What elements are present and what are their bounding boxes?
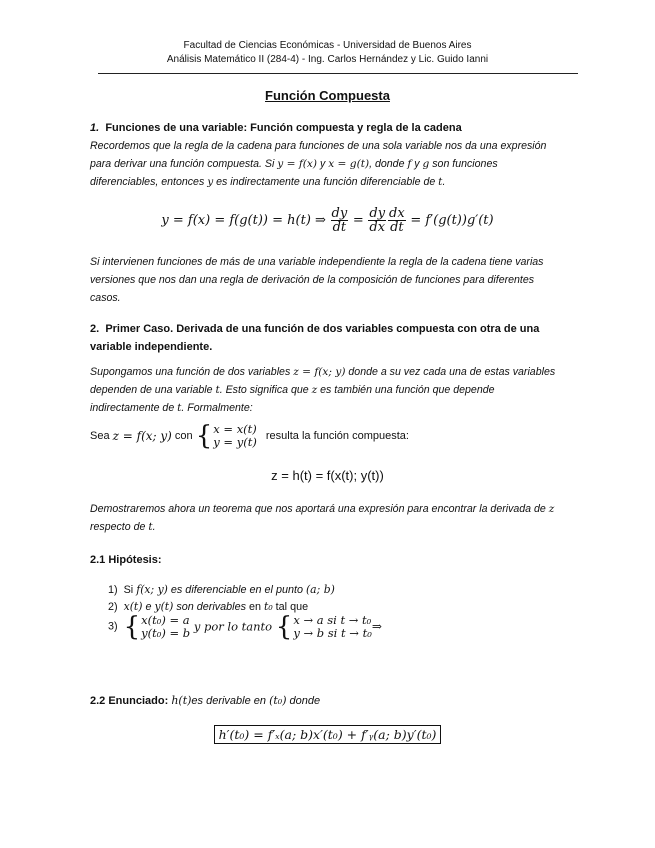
derivative-formula: h′(t₀) = f′ₓ(a; b)x′(t₀) + f′ᵧ(a; b)y′(t₀) [214,725,442,744]
header-rule [98,73,578,74]
section-1-heading: 1. Funciones de una variable: Función compuesta y regla de la cadena [90,122,462,134]
chain-rule-equation: y = f(x) = f(g(t)) = h(t) ⇒ $\frac{dy}{dt}$ = $\frac{dy}{dx}$ $\frac{dx}{dt}$ = f′(g(t))g′(t) [161,206,494,235]
implies-icon: ⇒ [371,619,382,634]
section-2-paragraph-1: Supongamos una función de dos variables z = f(x; y) donde a su vez cada una de estas variables dependen de una variable t. Esto significa que z es también una función que depende indirectamente de t. Formalmente: [90,366,556,414]
left-brace-icon: { [195,421,213,451]
section-2-paragraph-2: Demostraremos ahora un teorema que nos aportará una expresión para encontrar la derivada de z respecto de t. [90,503,555,533]
composite-function-equation: z = h(t) = f(x(t); y(t)) [271,468,384,483]
left-brace-icon: { [123,612,141,642]
header-faculty: Facultad de Ciencias Económicas - Universidad de Buenos Aires [183,40,472,51]
section-1-paragraph-1: Recordemos que la regla de la cadena para funciones de una sola variable nos da una expresión para derivar una función compuesta. Si y = f(x) y x = g(t), donde f y g son funciones diferenciables, entonces y es indirectamente una función diferenciable de t. [90,140,547,188]
hypothesis-item-2: 2) x(t) e y(t) son derivables en t₀ tal que [108,600,309,613]
header-course: Análisis Matemático II (284-4) - Ing. Carlos Hernández y Lic. Guido Ianni [166,54,489,65]
page-title: Función Compuesta [265,88,390,103]
hypothesis-heading: 2.1 Hipótesis: [90,554,162,566]
composition-statement: Sea z = f(x; y) con { x = x(t) y = y(t) resulta la función compuesta: [90,421,409,451]
section-1-paragraph-2: Si intervienen funciones de más de una variable independiente la regla de la cadena tiene varias versiones que nos dan una regla de derivación de la composición de funciones para diferentes casos. [90,256,544,304]
hypothesis-item-3: 3) { x(t₀) = a y(t₀) = b y por lo tanto { x → a si t → t₀ y → b si t → t₀ ⇒ [108,612,382,642]
section-2-heading: 2. Primer Caso. Derivada de una función de dos variables compuesta con otra de una variable independiente. [90,323,540,353]
left-brace-icon: { [275,612,293,642]
hypothesis-item-1: 1) Si f(x; y) es diferenciable en el punto (a; b) [108,583,335,596]
derivative-formula-box [0,725,655,744]
statement-line: 2.2 Enunciado: h(t)es derivable en (t₀) donde [90,694,321,707]
